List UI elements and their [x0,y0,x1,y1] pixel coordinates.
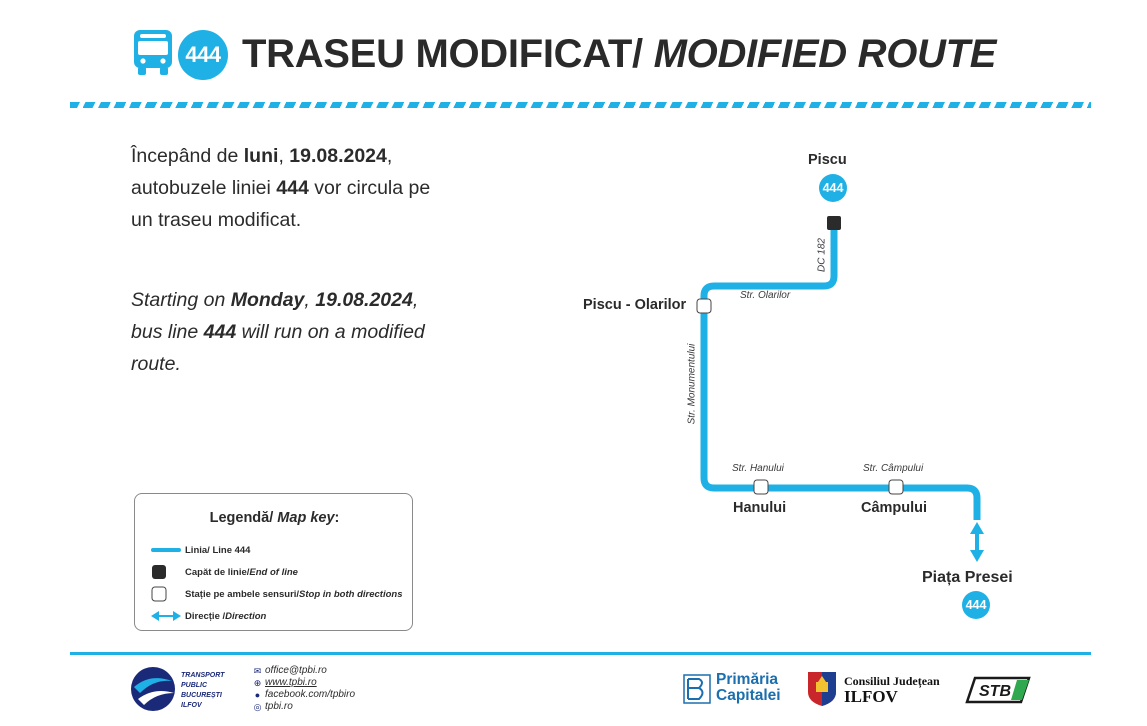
stop-label-piscu-olarilor: Piscu - Olarilor [583,297,687,313]
street-label-monumentului: Str. Monumentului [686,343,698,425]
intro-en-day: Monday [230,289,305,311]
stop-piscu-olarilor [697,299,711,313]
mail-icon: ✉ [253,666,262,676]
cj-line: ILFOV [844,687,898,706]
cj-line: Consiliul Județean [844,674,940,688]
stop-label-piata-presei: Piața Presei [922,569,1013,586]
legend-item-label: Capăt de linie/ [185,566,250,578]
title-en: MODIFIED ROUTE [653,32,997,76]
intro-en-part: , bus line [131,289,419,343]
instagram-icon: ◎ [253,702,262,712]
street-label-dc182: DC 182 [816,238,828,272]
stop-label-hanului: Hanului [733,500,787,516]
tpbi-wordmark [181,671,224,711]
tpbi-line: PUBLIC [181,682,208,689]
primaria-wordmark [716,672,781,704]
email-text[interactable]: office@tpbi.ro [265,665,327,676]
intro-ro-day: luni [243,145,279,167]
intro-en-part: will run on a modified route. [131,321,425,375]
stop-hanului [754,480,768,494]
primaria-line: Capitalei [716,687,781,704]
terminal-piscu [827,216,841,230]
direction-arrow-icon [970,522,984,562]
contact-instagram[interactable] [253,701,355,713]
tpbi-logo [128,665,178,713]
contact-web[interactable] [253,677,355,689]
intro-en-part: , [304,289,316,311]
contact-facebook[interactable] [253,689,355,701]
street-label-hanului: Str. Hanului [732,463,784,474]
tpbi-line: TRANSPORT [181,672,225,679]
terminal-badge-piata-presei: 444 [962,591,990,619]
street-label-campului: Str. Câmpului [863,463,924,474]
legend-item-label: Direcție / [185,610,226,622]
ilfov-crest-icon [806,670,838,708]
primaria-line: Primăria [716,671,779,688]
legend-title-en: Map key [277,510,335,526]
legend-item-label-en: Stop in both directions [299,588,403,600]
intro-ro-part: , autobuzele liniei [131,145,393,199]
cj-ilfov-wordmark [844,674,940,704]
footer-divider [70,652,1091,655]
tpbi-line: ILFOV [181,702,202,709]
line-number-badge: 444 [178,30,228,80]
intro-en-date: 19.08.2024 [315,289,413,311]
stop-label-campului: Câmpului [861,500,928,516]
route-line [704,222,977,520]
legend-item-label: Stație pe ambele sensuri/ [185,588,300,600]
stb-logo [965,676,1031,704]
legend-item-label: Linia/ Line 444 [185,544,251,556]
intro-ro-part: Începând de [131,145,244,167]
facebook-link[interactable]: facebook.com/tpbiro [265,689,356,700]
title-ro: TRASEU MODIFICAT/ [242,32,643,76]
primaria-logo-icon [683,674,711,704]
facebook-icon: ● [254,690,261,700]
intro-en-part: Starting on [131,289,231,311]
terminal-badge-piscu: 444 [819,174,847,202]
legend-title-colon: : [334,510,340,526]
globe-icon: ⊕ [253,678,262,688]
stop-label-piscu: Piscu [808,152,847,168]
web-link[interactable]: www.tpbi.ro [265,677,317,688]
intro-ro-part: , [278,145,290,167]
stb-text: STB [979,683,1011,700]
street-label-olarilor: Str. Olarilor [740,290,791,301]
intro-ro-part: vor circula pe un traseu modificat. [131,177,431,231]
contact-list [253,665,355,713]
intro-ro-date: 19.08.2024 [289,145,387,167]
tpbi-line: BUCUREȘTI [181,692,222,699]
intro-ro-line: 444 [276,177,309,199]
instagram-link[interactable]: tpbi.ro [265,701,293,712]
legend-item-label-en: End of line [249,566,298,578]
legend-title-ro: Legendă/ [209,510,274,526]
stop-campului [889,480,903,494]
contact-email[interactable] [253,665,355,677]
legend-item-label-en: Direction [225,610,267,622]
intro-en-line: 444 [203,321,237,343]
